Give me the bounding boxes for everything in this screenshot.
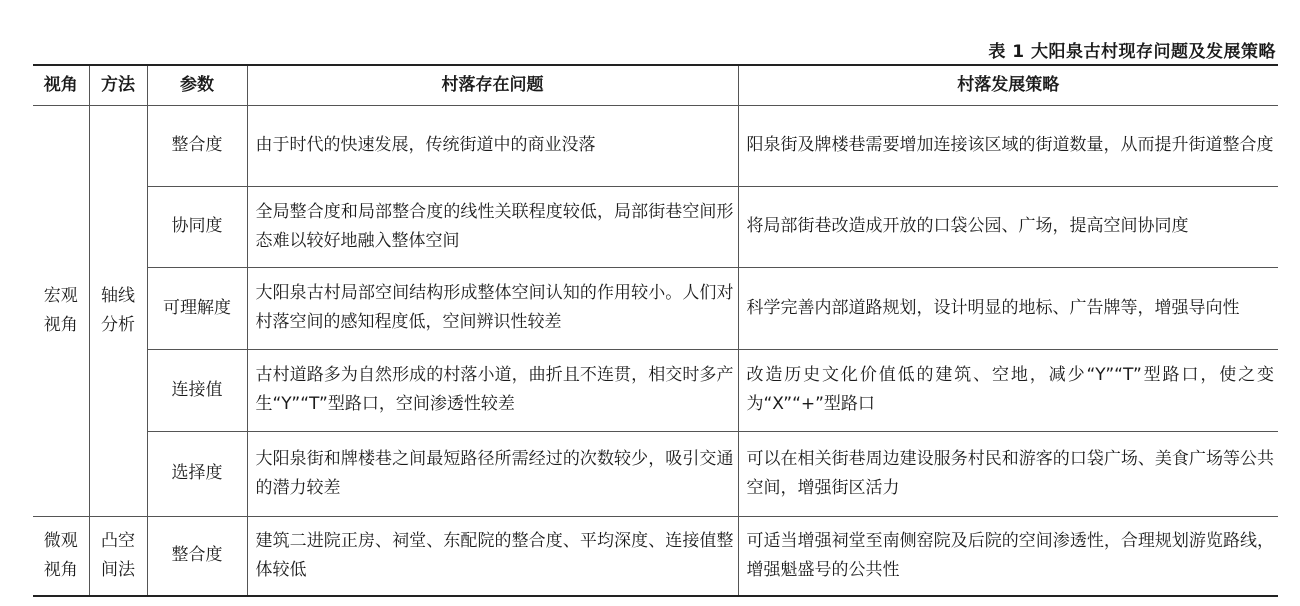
- strategy-cell: 改造历史文化价值低的建筑、空地，减少“Y”“T”型路口，使之变为“X”“+”型路口: [738, 349, 1278, 431]
- table-row: [33, 516, 1278, 596]
- problem-cell: 大阳泉古村局部空间结构形成整体空间认知的作用较小。人们对村落空间的感知程度低，空间辨识性较差: [247, 267, 738, 349]
- header-row: [33, 65, 1278, 105]
- table-row: [33, 431, 1278, 516]
- parameter-cell: 协同度: [147, 186, 247, 267]
- header-method: 方法: [89, 65, 147, 105]
- method-cell-axial: 轴线分析: [89, 105, 147, 516]
- problem-cell: 由于时代的快速发展，传统街道中的商业没落: [247, 105, 738, 186]
- header-strategies: 村落发展策略: [738, 65, 1278, 105]
- problem-cell: 古村道路多为自然形成的村落小道，曲折且不连贯，相交时多产生“Y”“T”型路口，空间渗透性较差: [247, 349, 738, 431]
- parameter-cell: 可理解度: [147, 267, 247, 349]
- problem-cell: 全局整合度和局部整合度的线性关联程度较低，局部街巷空间形态难以较好地融入整体空间: [247, 186, 738, 267]
- strategy-cell: 可适当增强祠堂至南侧窑院及后院的空间渗透性，合理规划游览路线，增强魁盛号的公共性: [738, 516, 1278, 596]
- parameter-cell: 整合度: [147, 516, 247, 596]
- header-parameter: 参数: [147, 65, 247, 105]
- parameter-cell: 整合度: [147, 105, 247, 186]
- table-row: [33, 267, 1278, 349]
- parameter-cell: 选择度: [147, 431, 247, 516]
- table-row: [33, 349, 1278, 431]
- problem-cell: 大阳泉街和牌楼巷之间最短路径所需经过的次数较少，吸引交通的潜力较差: [247, 431, 738, 516]
- table-caption: 表 1 大阳泉古村现存问题及发展策略: [988, 42, 1276, 62]
- perspective-cell-macro: 宏观视角: [33, 105, 89, 516]
- header-perspective: 视角: [33, 65, 89, 105]
- strategy-cell: 将局部街巷改造成开放的口袋公园、广场，提高空间协同度: [738, 186, 1278, 267]
- strategy-cell: 阳泉街及牌楼巷需要增加连接该区域的街道数量，从而提升街道整合度: [738, 105, 1278, 186]
- table-header: [33, 65, 1278, 105]
- table-body: [33, 105, 1278, 596]
- table-row: [33, 186, 1278, 267]
- perspective-cell-micro: 微观视角: [33, 516, 89, 596]
- strategy-cell: 可以在相关街巷周边建设服务村民和游客的口袋广场、美食广场等公共空间，增强街区活力: [738, 431, 1278, 516]
- problem-cell: 建筑二进院正房、祠堂、东配院的整合度、平均深度、连接值整体较低: [247, 516, 738, 596]
- parameter-cell: 连接值: [147, 349, 247, 431]
- method-cell-convex: 凸空间法: [89, 516, 147, 596]
- strategy-cell: 科学完善内部道路规划，设计明显的地标、广告牌等，增强导向性: [738, 267, 1278, 349]
- header-problems: 村落存在问题: [247, 65, 738, 105]
- table-row: [33, 105, 1278, 186]
- strategy-table: [33, 64, 1278, 597]
